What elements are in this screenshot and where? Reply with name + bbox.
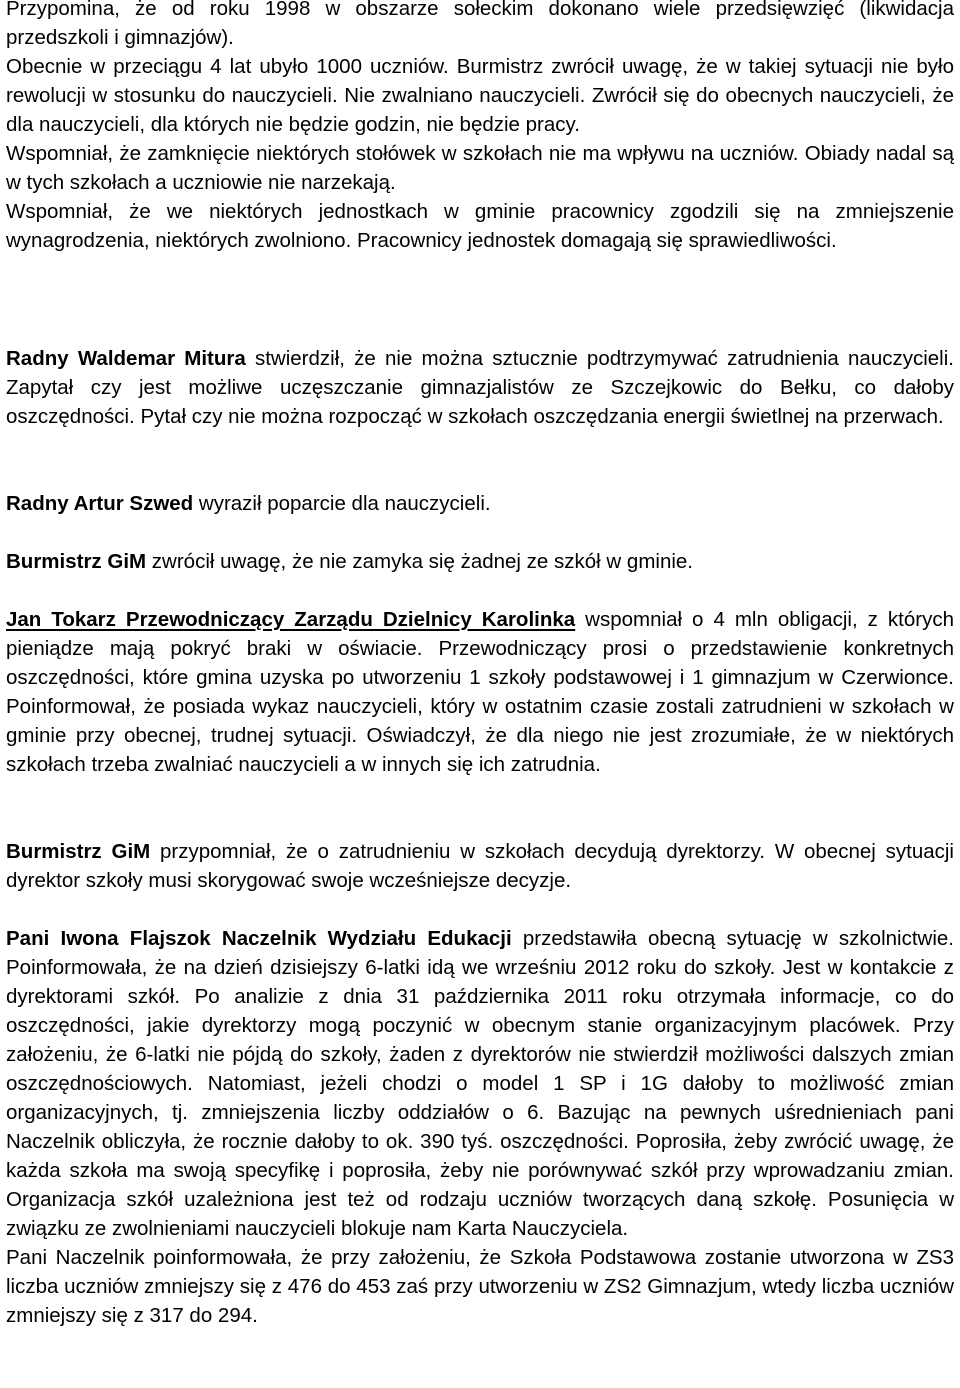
- paragraph: Wspomniał, że we niektórych jednostkach w gminie pracownicy zgodzili się na zmniejszenie wynagrodzenia, niektórych zwolniono. Pracownicy jednostek domagają się sprawiedliwości.: [6, 200, 954, 252]
- speaker-name: Burmistrz GiM: [6, 550, 147, 573]
- paragraph: [6, 344, 954, 431]
- paragraph: Przypomina, że od roku 1998 w obszarze sołeckim dokonano wiele przedsięwzięć (likwidacja przedszkoli i gimnazjów).: [6, 0, 954, 49]
- paragraph: [6, 837, 954, 895]
- intro-section: [6, 0, 954, 255]
- paragraph: [6, 547, 954, 576]
- statement-text: wyraził poparcie dla nauczycieli.: [193, 492, 491, 515]
- statement-text: przypomniał, że o zatrudnieniu w szkołach decydują dyrektorzy. W obecnej sytuacji dyrektor szkoły musi skorygować swoje wcześniejsze decyzje.: [6, 840, 954, 892]
- paragraph: [6, 489, 954, 518]
- paragraph: Wspomniał, że zamknięcie niektórych stołówek w szkołach nie ma wpływu na uczniów. Obiady nadal są w tych szkołach a uczniowie nie narzekają.: [6, 142, 954, 194]
- statement-text: zwrócił uwagę, że nie zamyka się żadnej ze szkół w gminie.: [146, 550, 694, 573]
- burmistrz-statement-1: [6, 547, 954, 576]
- flajszok-statement: [6, 924, 954, 1330]
- tokarz-statement: [6, 605, 954, 779]
- burmistrz-statement-2: [6, 837, 954, 895]
- paragraph: [6, 924, 954, 1243]
- speaker-name: Burmistrz GiM: [6, 840, 151, 863]
- speaker-name: Radny Waldemar Mitura: [6, 347, 246, 370]
- statement-text: wspomniał o 4 mln obligacji, z których pieniądze mają pokryć braki w oświacie. Przewodniczący prosi o przedstawienie konkretnych oszczędności, które gmina uzyska po utworzeniu 1 szkoły podstawowej i 1 gimnazjum w Czerwionce. Poinformował, że posiada wykaz nauczycieli, który w ostatnim czasie zostali zatrudnieni w szkołach w gminie przy obecnej, trudnej sytuacji. Oświadczył, że dla niego nie jest zrozumiałe, że w niektórych szkołach trzeba zwalniać nauczycieli a w innych się ich zatrudnia.: [6, 608, 954, 776]
- speaker-name: Pani Iwona Flajszok Naczelnik Wydziału Edukacji: [6, 927, 512, 950]
- paragraph: [6, 605, 954, 779]
- statement-text: stwierdził, że nie można sztucznie podtrzymywać zatrudnienia nauczycieli. Zapytał czy jest możliwe uczęszczanie gimnazjalistów ze Szczejkowic do Bełku, co dałoby oszczędności. Pytał czy nie można rozpocząć w szkołach oszczędzania energii świetlnej na przerwach.: [6, 347, 954, 428]
- paragraph: Pani Naczelnik poinformowała, że przy założeniu, że Szkoła Podstawowa zostanie utworzona w ZS3 liczba uczniów zmniejszy się z 476 do 453 zaś przy utworzeniu w ZS2 Gimnazjum, wtedy liczba uczniów zmniejszy się z 317 do 294.: [6, 1246, 954, 1327]
- speaker-name: Jan Tokarz Przewodniczący Zarządu Dzielnicy Karolinka: [6, 608, 576, 631]
- mitura-statement: [6, 344, 954, 431]
- szwed-statement: [6, 489, 954, 518]
- statement-text: przedstawiła obecną sytuację w szkolnictwie. Poinformowała, że na dzień dzisiejszy 6-latki idą we wrześniu 2012 roku do szkoły. Jest w kontakcie z dyrektorami szkół. Po analizie z dnia 31 października 2011 roku otrzymała informacje, co do oszczędności, jakie dyrektorzy mogą poczynić w obecnym stanie organizacyjnym placówek. Przy założeniu, że 6-latki nie pójdą do szkoły, żaden z dyrektorów nie stwierdził możliwości dalszych zmian oszczędnościowych. Natomiast, jeżeli chodzi o model 1 SP i 1G dałoby to możliwość zmian organizacyjnych, tj. zmniejszenia liczby oddziałów o 6. Bazując na pewnych uśrednieniach pani Naczelnik obliczyła, że rocznie dałoby to ok. 390 tyś. oszczędności. Poprosiła, żeby zwrócić uwagę, że każda szkoła ma swoją specyfikę i poprosiła, żeby nie porównywać szkół przy wprowadzaniu zmian. Organizacja szkół uzależniona jest też od rodzaju uczniów tworzących daną szkołę. Posunięcia w związku ze zwolnieniami nauczycieli blokuje nam Karta Nauczyciela.: [6, 927, 954, 1240]
- paragraph: Obecnie w przeciągu 4 lat ubyło 1000 uczniów. Burmistrz zwrócił uwagę, że w takiej sytuacji nie było rewolucji w stosunku do nauczycieli. Nie zwalniano nauczycieli. Zwrócił się do obecnych nauczycieli, że dla nauczycieli, dla których nie będzie godzin, nie będzie pracy.: [6, 55, 954, 136]
- speaker-name: Radny Artur Szwed: [6, 492, 194, 515]
